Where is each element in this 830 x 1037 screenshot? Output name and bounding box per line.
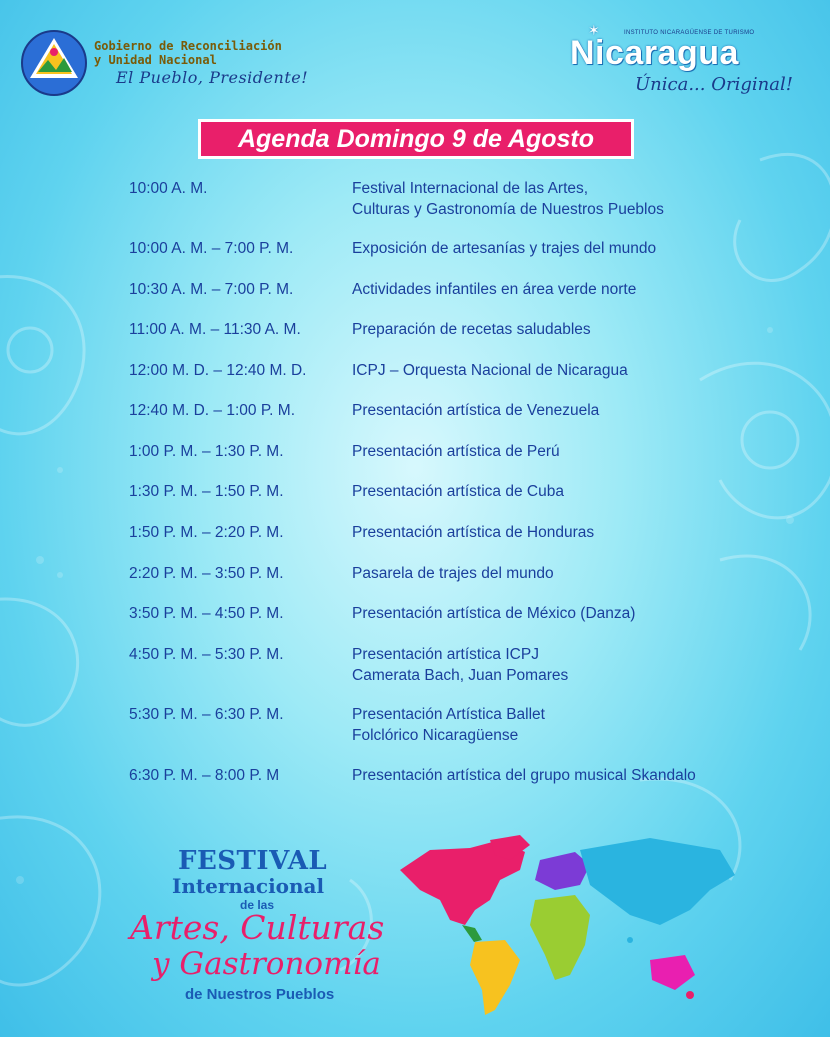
agenda-activity-line: Folclórico Nicaragüense bbox=[352, 727, 519, 744]
south-america-shape bbox=[470, 940, 520, 1015]
agenda-row bbox=[129, 400, 599, 421]
tourism-institute: INSTITUTO NICARAGÜENSE DE TURISMO bbox=[624, 30, 755, 36]
agenda-activity: Preparación de recetas saludables bbox=[352, 321, 591, 338]
agenda-row bbox=[129, 704, 545, 746]
agenda-time: 10:00 A. M. bbox=[129, 180, 208, 197]
agenda-activity: Presentación artística de Venezuela bbox=[352, 402, 600, 419]
europe-shape bbox=[535, 852, 590, 890]
agenda-activity-line: Festival Internacional de las Artes, bbox=[352, 180, 589, 197]
agenda-activity: Presentación artística de Honduras bbox=[352, 524, 595, 541]
agenda-row bbox=[129, 481, 564, 502]
asia-shape bbox=[580, 838, 735, 925]
agenda-row bbox=[129, 644, 568, 686]
agenda-time: 10:00 A. M. – 7:00 P. M. bbox=[129, 240, 294, 257]
australia-shape bbox=[650, 955, 695, 990]
gov-name-line1: Gobierno de Reconciliación bbox=[94, 39, 282, 53]
agenda-time: 1:00 P. M. – 1:30 P. M. bbox=[129, 443, 284, 460]
agenda-time: 5:30 P. M. – 6:30 P. M. bbox=[129, 706, 284, 723]
festival-logo-line4: Artes, Culturas bbox=[130, 908, 385, 947]
agenda-activity bbox=[352, 704, 545, 746]
agenda-time: 4:50 P. M. – 5:30 P. M. bbox=[129, 646, 284, 663]
agenda-time: 12:00 M. D. – 12:40 M. D. bbox=[129, 362, 307, 379]
world-map-illustration bbox=[390, 830, 790, 1020]
festival-logo-line2: Internacional bbox=[172, 874, 325, 898]
agenda-activity bbox=[352, 178, 664, 220]
agenda-time: 1:30 P. M. – 1:50 P. M. bbox=[129, 483, 284, 500]
agenda-time: 10:30 A. M. – 7:00 P. M. bbox=[129, 281, 294, 298]
agenda-row bbox=[129, 279, 636, 300]
tourism-logo bbox=[560, 22, 810, 102]
agenda-row bbox=[129, 765, 696, 786]
africa-shape bbox=[530, 895, 590, 980]
agenda-row bbox=[129, 603, 635, 624]
tourism-slogan: Única... Original! bbox=[635, 74, 793, 95]
agenda-row bbox=[129, 238, 656, 259]
agenda-activity: Actividades infantiles en área verde norte bbox=[352, 281, 637, 298]
agenda-activity: ICPJ – Orquesta Nacional de Nicaragua bbox=[352, 362, 628, 379]
agenda-time: 2:20 P. M. – 3:50 P. M. bbox=[129, 565, 284, 582]
central-america-shape bbox=[462, 925, 482, 942]
gov-slogan: El Pueblo, Presidente! bbox=[116, 68, 309, 87]
festival-logo-line6: de Nuestros Pueblos bbox=[185, 986, 335, 1003]
agenda-activity-line: Presentación Artística Ballet bbox=[352, 706, 545, 723]
tourism-brand: Nicaragua bbox=[570, 34, 739, 72]
festival-logo bbox=[130, 840, 390, 1020]
agenda-row bbox=[129, 178, 664, 220]
agenda-activity: Presentación artística de Perú bbox=[352, 443, 560, 460]
agenda-time: 12:40 M. D. – 1:00 P. M. bbox=[129, 402, 295, 419]
agenda-row bbox=[129, 522, 594, 543]
agenda-row bbox=[129, 360, 628, 381]
agenda-row bbox=[129, 319, 591, 340]
agenda-activity: Presentación artística del grupo musical Skandalo bbox=[352, 767, 696, 784]
festival-logo-line5: y Gastronomía bbox=[152, 946, 381, 982]
agenda-time: 3:50 P. M. – 4:50 P. M. bbox=[129, 605, 284, 622]
agenda-time: 6:30 P. M. – 8:00 P. M bbox=[129, 767, 280, 784]
national-emblem-icon bbox=[18, 28, 90, 98]
government-logo bbox=[18, 28, 318, 98]
festival-logo-line3: de las bbox=[240, 898, 275, 912]
agenda-activity-line: Camerata Bach, Juan Pomares bbox=[352, 667, 569, 684]
agenda-row bbox=[129, 563, 554, 584]
agenda-activity: Presentación artística de Cuba bbox=[352, 483, 564, 500]
agenda-activity: Pasarela de trajes del mundo bbox=[352, 565, 554, 582]
page-title: Agenda Domingo 9 de Agosto bbox=[198, 119, 634, 159]
gov-name-line2: y Unidad Nacional bbox=[94, 53, 217, 67]
festival-logo-line1: FESTIVAL bbox=[178, 846, 328, 876]
agenda-activity: Presentación artística de México (Danza) bbox=[352, 605, 636, 622]
agenda-activity: Exposición de artesanías y trajes del mundo bbox=[352, 240, 657, 257]
star-icon: ✶ bbox=[588, 22, 600, 38]
agenda-activity-line: Presentación artística ICPJ bbox=[352, 646, 539, 663]
agenda-time: 11:00 A. M. – 11:30 A. M. bbox=[129, 321, 301, 338]
agenda-time: 1:50 P. M. – 2:20 P. M. bbox=[129, 524, 284, 541]
agenda-row bbox=[129, 441, 560, 462]
agenda-activity bbox=[352, 644, 568, 686]
agenda-activity-line: Culturas y Gastronomía de Nuestros Pueblos bbox=[352, 201, 664, 218]
